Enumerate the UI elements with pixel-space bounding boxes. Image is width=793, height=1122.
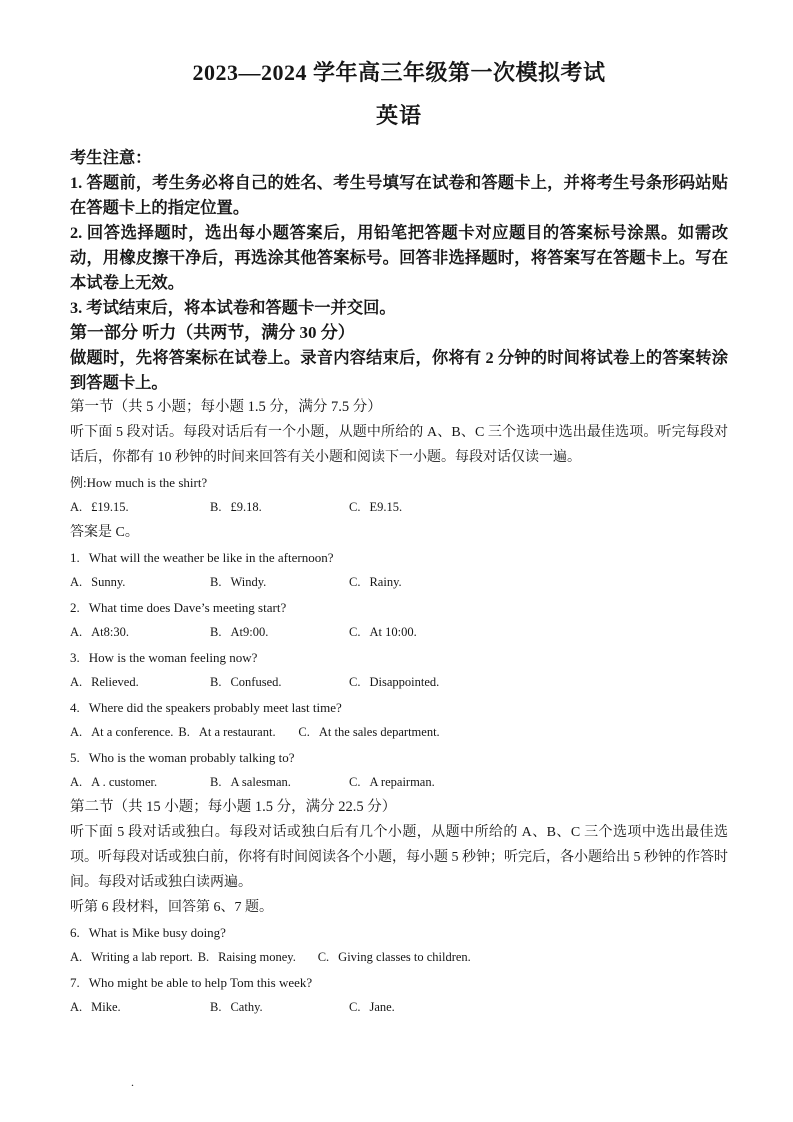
question-number: 4.: [70, 700, 80, 715]
option-letter: B.: [210, 625, 222, 639]
option-text: A salesman.: [230, 775, 291, 789]
question-number: 3.: [70, 650, 80, 665]
example-option-b: [210, 495, 349, 520]
option-letter: C.: [349, 575, 361, 589]
option-letter: C.: [349, 1000, 361, 1014]
option-a: [70, 945, 193, 970]
option-letter: B.: [197, 950, 210, 964]
option-text: Giving classes to children.: [338, 950, 471, 964]
option-b: [210, 770, 349, 795]
question-4: [70, 695, 728, 720]
section2-intro: 听下面 5 段对话或独白。每段对话或独白后有几个小题，从题中所给的 A、B、C 三个选项中选出最佳选项。听每段对话或独白前，你将有时间阅读各个小题，每小题 5 秒钟；听完后，各小题给出 5 秒钟的作答时间。每段对话或独白读两遍。: [70, 825, 728, 890]
question-text: Where did the speakers probably meet last time?: [88, 700, 342, 715]
notice-item-3: 3. 考试结束后，将本试卷和答题卡一并交回。: [70, 298, 396, 317]
option-text: Sunny.: [91, 575, 126, 589]
question-5: [70, 745, 728, 770]
option-text: E9.15.: [369, 500, 403, 514]
option-letter: B.: [210, 575, 222, 589]
option-c: [349, 570, 728, 595]
example-question: [70, 470, 728, 495]
question-number: 5.: [70, 750, 80, 765]
part1-intro: 做题时，先将答案标在试卷上。录音内容结束后，你将有 2 分钟的时间将试卷上的答案转涂到答题卡上。: [70, 348, 728, 392]
option-text: £9.18.: [230, 500, 262, 514]
notice-heading: 考生注意：: [70, 148, 152, 167]
option-text: At9:00.: [230, 625, 269, 639]
option-letter: C.: [349, 500, 361, 514]
option-letter: B.: [210, 775, 222, 789]
question-1: [70, 545, 728, 570]
option-c: [349, 770, 728, 795]
question-text: Who might be able to help Tom this week?: [88, 975, 313, 990]
paper-content: [70, 145, 728, 1020]
option-text: At8:30.: [91, 625, 130, 639]
option-b: [210, 670, 349, 695]
option-b: [210, 995, 349, 1020]
option-text: At the sales department.: [318, 725, 440, 739]
option-letter: A.: [70, 575, 83, 589]
question-number: 6.: [70, 925, 80, 940]
notice-item-2: 2. 回答选择题时，选出每小题答案后，用铅笔把答题卡对应题目的答案标号涂黑。如需改动，用橡皮擦干净后，再选涂其他答案标号。回答非选择题时，将答案写在答题卡上。写在本试卷上无效。: [70, 223, 728, 292]
option-letter: C.: [349, 775, 361, 789]
option-text: At a restaurant.: [198, 725, 276, 739]
question-7: [70, 970, 728, 995]
question-4-options: [70, 720, 728, 745]
option-c: [298, 720, 728, 745]
option-letter: A.: [70, 775, 83, 789]
option-letter: C.: [298, 725, 310, 739]
option-letter: A.: [70, 1000, 83, 1014]
option-letter: A.: [70, 950, 83, 964]
option-a: [70, 620, 210, 645]
notice-item-1: 1. 答题前，考生务必将自己的姓名、考生号填写在试卷和答题卡上，并将考生号条形码站贴在答题卡上的指定位置。: [70, 173, 728, 217]
example-question-text: 例:How much is the shirt?: [70, 475, 208, 490]
option-c: [349, 670, 728, 695]
question-6: [70, 920, 728, 945]
option-text: Windy.: [230, 575, 267, 589]
question-text: What will the weather be like in the afternoon?: [88, 550, 334, 565]
question-text: How is the woman feeling now?: [88, 650, 258, 665]
option-letter: B.: [178, 725, 190, 739]
section1-heading: 第一节（共 5 小题；每小题 1.5 分，满分 7.5 分）: [70, 399, 382, 415]
option-letter: C.: [317, 950, 330, 964]
question-3: [70, 645, 728, 670]
option-a: [70, 670, 210, 695]
section2-heading: 第二节（共 15 小题；每小题 1.5 分，满分 22.5 分）: [70, 799, 397, 815]
option-b: [198, 945, 318, 970]
option-letter: A.: [70, 625, 83, 639]
option-b: [210, 570, 349, 595]
option-letter: B.: [210, 675, 222, 689]
option-text: At a conference.: [91, 725, 174, 739]
option-text: A repairman.: [369, 775, 435, 789]
option-a: [70, 995, 210, 1020]
question-number: 7.: [70, 975, 80, 990]
option-text: At 10:00.: [369, 625, 417, 639]
part1-heading: 第一部分 听力（共两节，满分 30 分）: [70, 323, 355, 342]
question-6-options: [70, 945, 728, 970]
option-text: Writing a lab report.: [91, 950, 193, 964]
option-text: Raising money.: [218, 950, 296, 964]
footer-mark: .: [131, 1075, 134, 1089]
option-letter: B.: [210, 1000, 222, 1014]
question-7-options: [70, 995, 728, 1020]
option-a: [70, 720, 173, 745]
question-text: What is Mike busy doing?: [88, 925, 226, 940]
question-text: What time does Dave’s meeting start?: [88, 600, 287, 615]
option-letter: A.: [70, 500, 83, 514]
option-text: A . customer.: [91, 775, 158, 789]
option-text: Jane.: [369, 1000, 395, 1014]
question-number: 2.: [70, 600, 80, 615]
subject-title: 英语: [375, 103, 422, 128]
option-text: £19.15.: [91, 500, 129, 514]
option-letter: A.: [70, 725, 83, 739]
option-c: [349, 620, 728, 645]
example-option-c: [349, 495, 728, 520]
material-note: 听第 6 段材料，回答第 6、7 题。: [70, 900, 273, 915]
option-letter: C.: [349, 675, 361, 689]
option-letter: A.: [70, 675, 83, 689]
option-a: [70, 770, 210, 795]
question-2-options: [70, 620, 728, 645]
example-option-a: [70, 495, 210, 520]
question-5-options: [70, 770, 728, 795]
option-text: Confused.: [230, 675, 282, 689]
question-2: [70, 595, 728, 620]
option-b: [178, 720, 298, 745]
option-letter: C.: [349, 625, 361, 639]
option-c: [349, 995, 728, 1020]
option-text: Disappointed.: [369, 675, 440, 689]
option-letter: B.: [210, 500, 222, 514]
section1-intro: 听下面 5 段对话。每段对话后有一个小题，从题中所给的 A、B、C 三个选项中选出最佳选项。听完每段对话后，你都有 10 秒钟的时间来回答有关小题和阅读下一小题。每段对话仅读一遍。: [70, 425, 728, 465]
question-number: 1.: [70, 550, 80, 565]
question-3-options: [70, 670, 728, 695]
option-c: [318, 945, 728, 970]
question-text: Who is the woman probably talking to?: [88, 750, 295, 765]
option-text: Rainy.: [369, 575, 402, 589]
page-title: 2023—2024 学年高三年级第一次模拟考试: [192, 60, 606, 85]
option-a: [70, 570, 210, 595]
question-1-options: [70, 570, 728, 595]
option-text: Mike.: [91, 1000, 121, 1014]
option-text: Relieved.: [91, 675, 139, 689]
example-options-row: [70, 495, 728, 520]
option-text: Cathy.: [230, 1000, 263, 1014]
option-b: [210, 620, 349, 645]
example-answer-note: 答案是 C。: [70, 525, 139, 540]
